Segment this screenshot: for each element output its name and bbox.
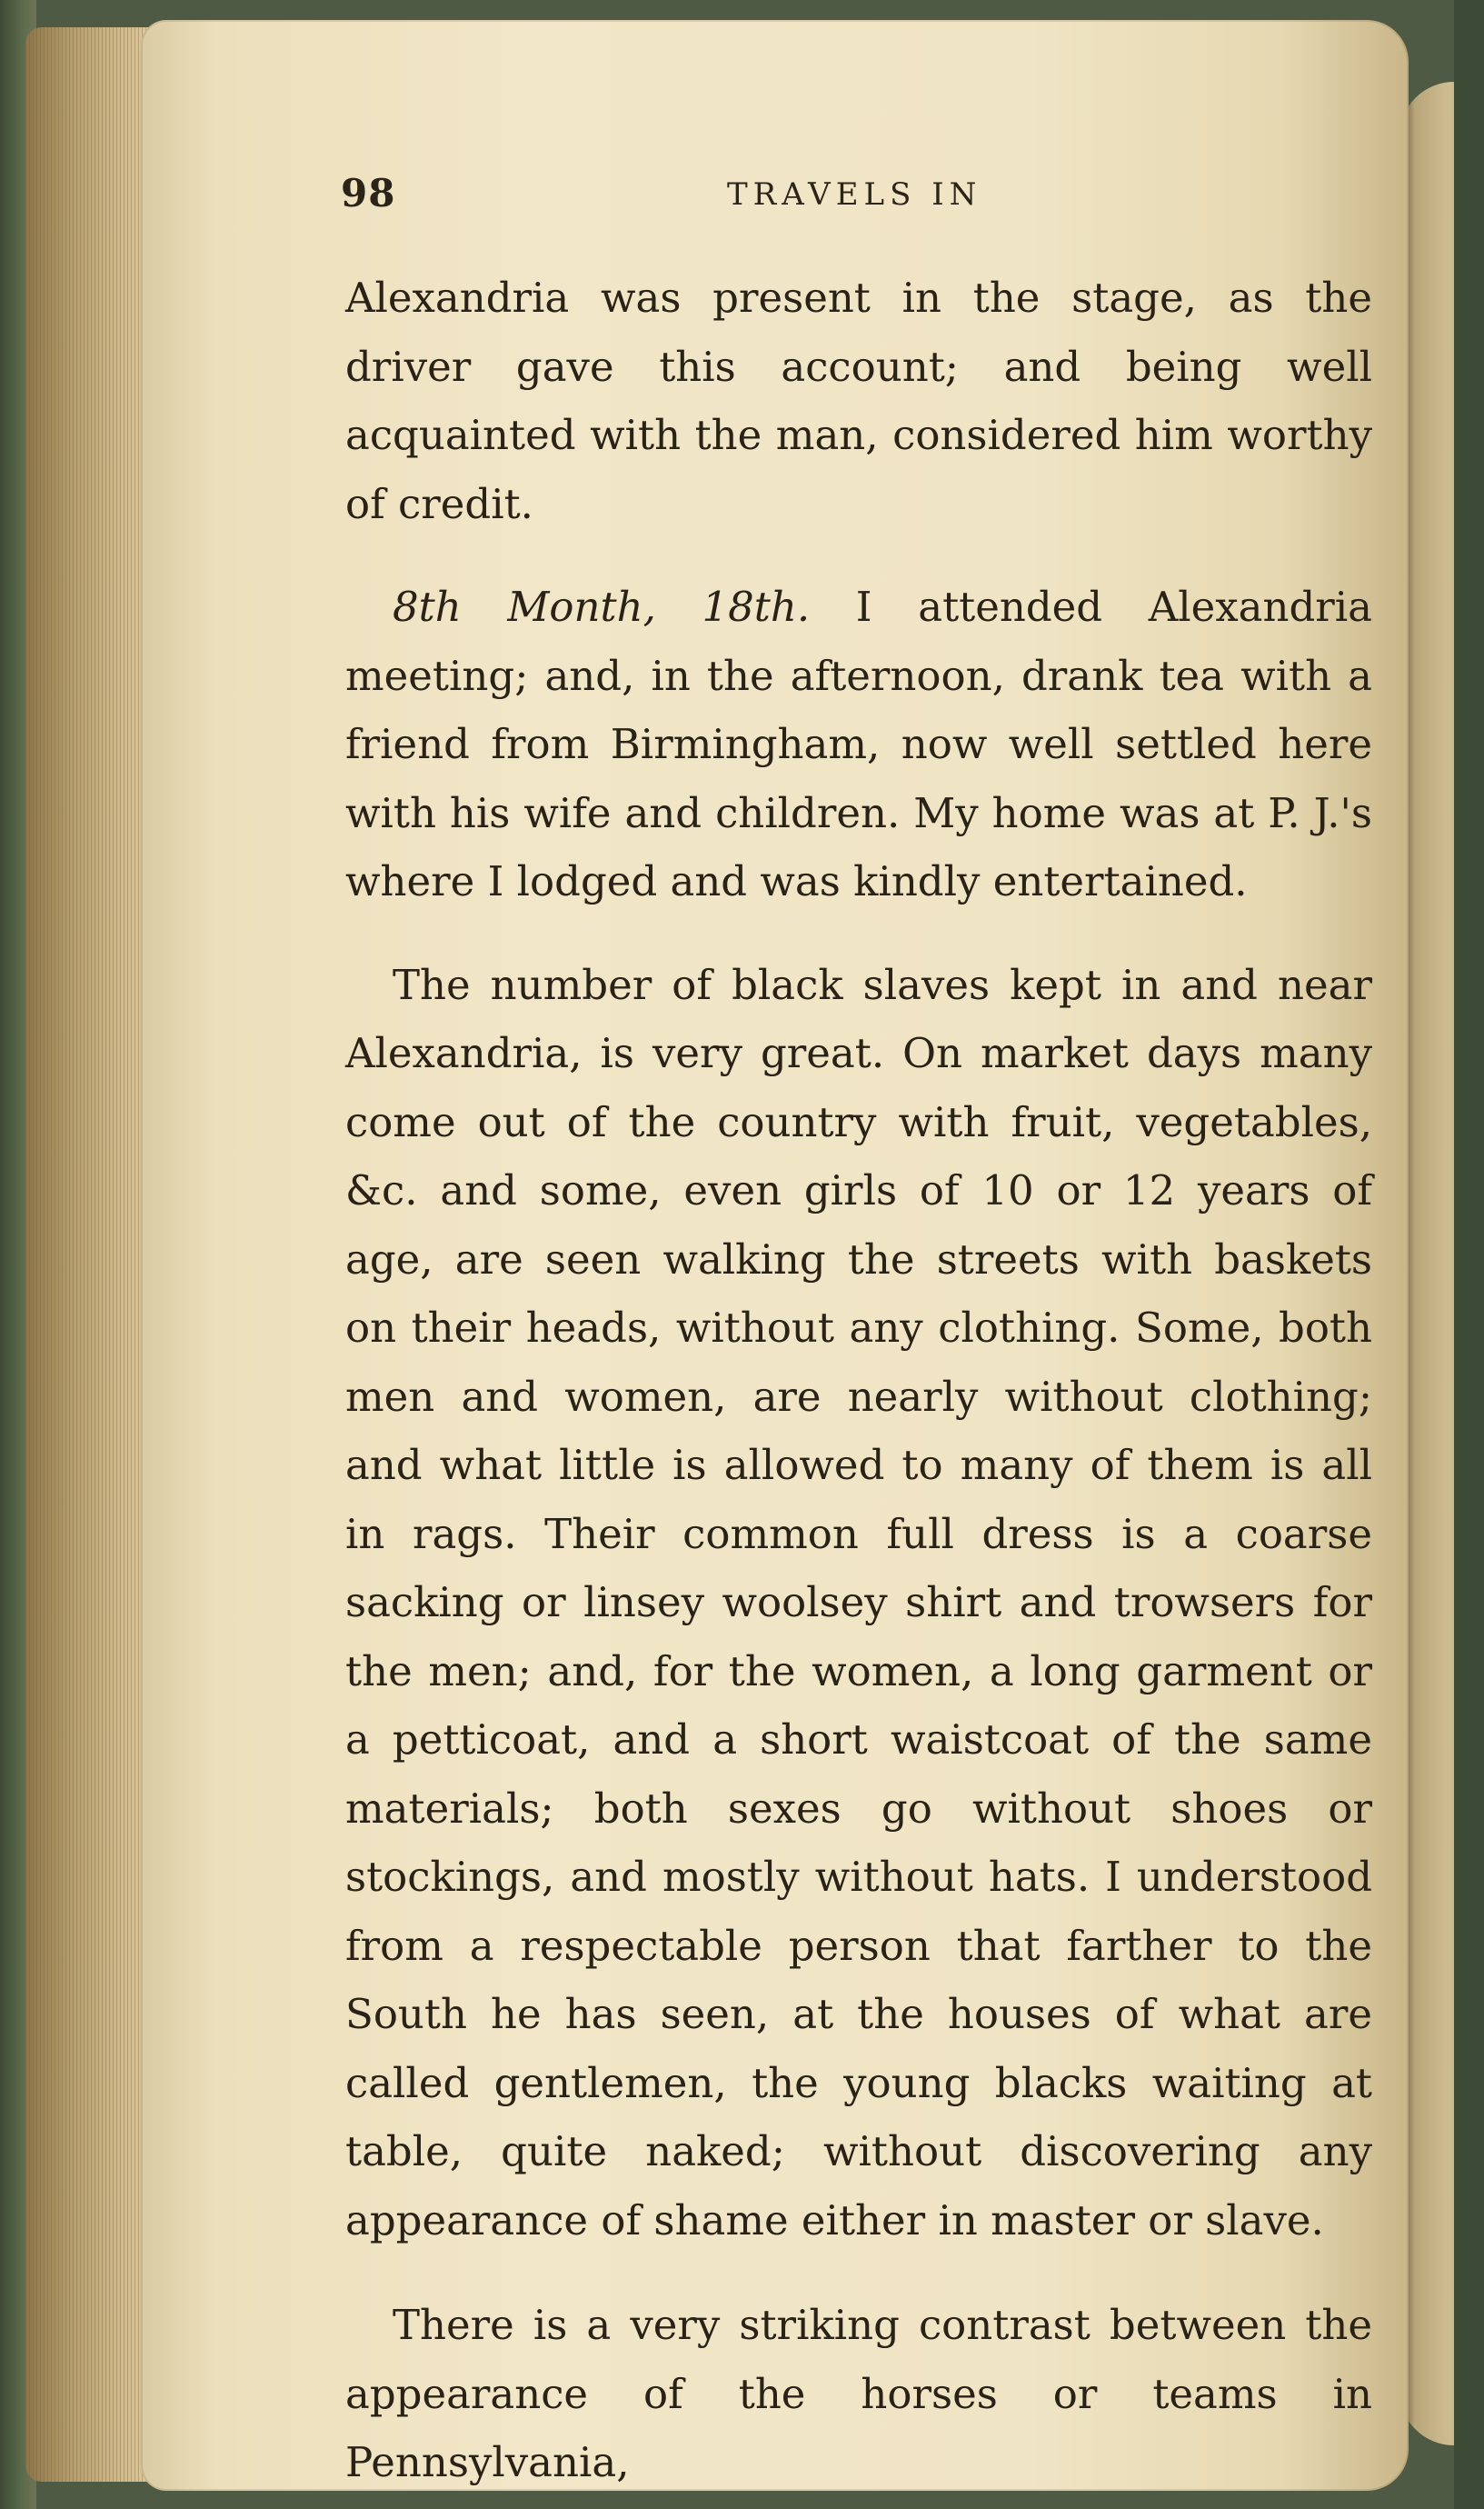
paragraph-2	[345, 573, 1372, 916]
page-edges-left	[25, 27, 153, 2482]
paragraph-3: The number of black slaves kept in and near Alexandria, is very great. On market days many come out of the country with fruit, vegetables, &c. and some, even girls of 10 or 12 years of age, are seen walking the streets with baskets on their heads, without any clothing. Some, both men and women, are nearly without clothing; and what little is allowed to many of them is all in rags. Their common full dress is a coarse sacking or linsey woolsey shirt and trowsers for the men; and, for the women, a long garment or a petticoat, and a short waistcoat of the same materials; both sexes go without shoes or stockings, and mostly without hats. I understood from a respectable person that farther to the South he has seen, at the houses of what are called gentlemen, the young blacks waiting at table, quite naked; without discovering any appearance of shame either in master or slave.	[345, 960, 1372, 2244]
paragraph-1: Alexandria was present in the stage, as the driver gave this account; and being well acquainted with the man, considered him worthy of credit.	[345, 274, 1372, 528]
page-number: 98	[341, 171, 396, 215]
paragraph-2-text: I attended Alexandria meeting; and, in the afternoon, drank tea with a friend from Birmingham, now well settled here with his wife and children. My home was at P. J.'s where I lodged and was kindly entertained.	[345, 583, 1372, 905]
paragraph-4: There is a very striking contrast between the appearance of the horses or teams in Pennsylvania,	[345, 2301, 1372, 2486]
page-header	[0, 171, 1484, 225]
book-cover-right	[1454, 0, 1484, 2509]
page-body	[345, 264, 1372, 2497]
diary-date: 8th Month, 18th.	[393, 583, 811, 631]
running-head: TRAVELS IN	[727, 176, 982, 213]
